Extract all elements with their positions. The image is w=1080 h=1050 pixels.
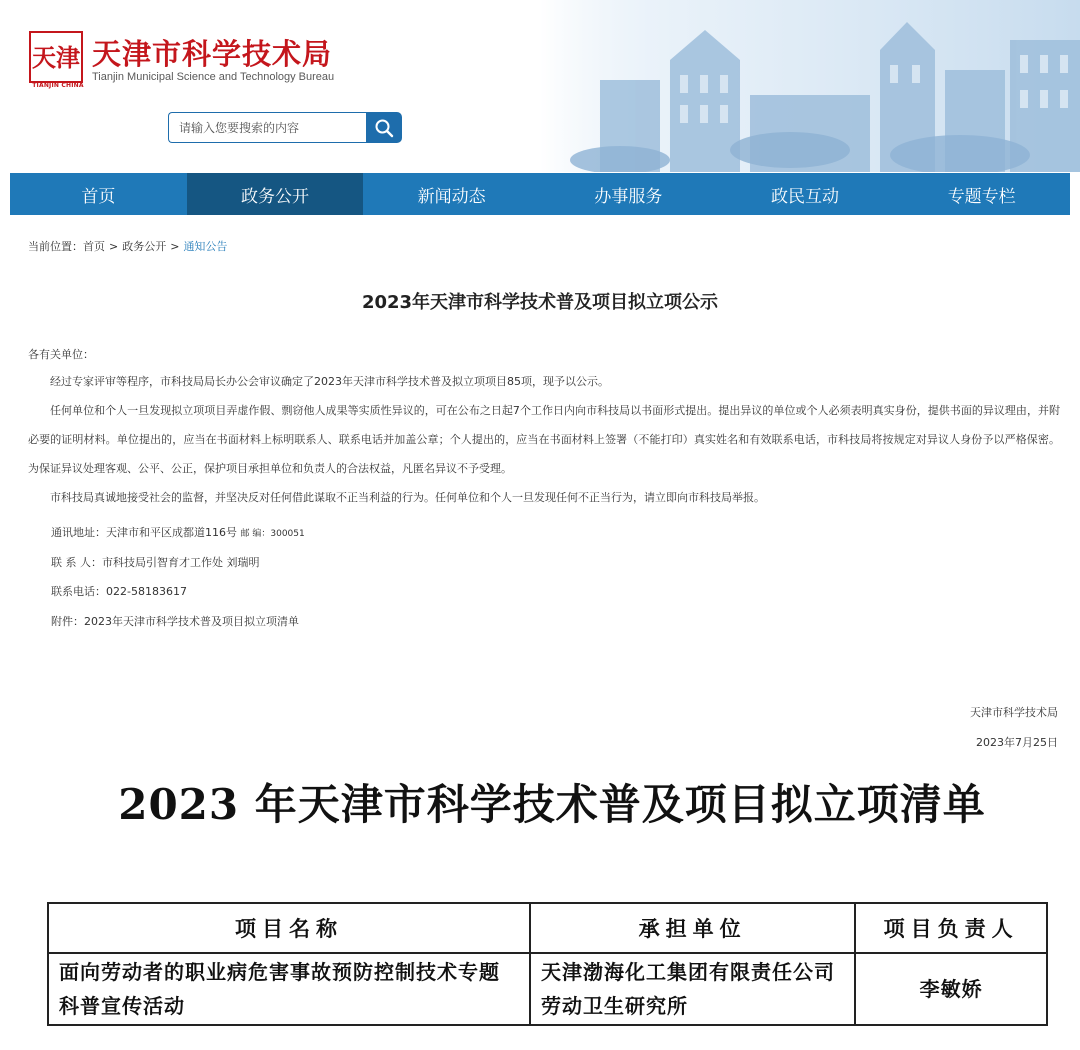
article-paragraph: 任何单位和个人一旦发现拟立项项目弄虚作假、剽窃他人成果等实质性异议的，可在公布之日起7个工作日内向市科技局以书面形式提出。提出异议的单位或个人必须表明真实身份，提供书面的异议理由，并附必要的证明材料。单位提出的，应当在书面材料上标明联系人、联系电话并加盖公章；个人提出的，应当在书面材料上签署（不能打印）真实姓名和有效联系电话，市科技局将按规定对异议人身份予以严格保密。为保证异议处理客观、公平、公正，保护项目承担单位和负责人的合法权益，凡匿名异议不予受理。 (28, 404, 1060, 475)
site-title: 天津市科学技术局 (92, 37, 333, 71)
attachment-link[interactable]: 附件：2023年天津市科学技术普及项目拟立项清单 (51, 615, 299, 628)
contact-address (51, 524, 305, 540)
article-body (28, 367, 1060, 512)
logo-seal-icon (28, 30, 84, 86)
breadcrumb-prefix: 当前位置： (28, 240, 83, 253)
table-row (48, 953, 1047, 1025)
main-nav (10, 173, 1070, 215)
breadcrumb-notices[interactable]: 通知公告 (183, 240, 228, 253)
nav-item-home[interactable]: 首页 (81, 186, 116, 207)
svg-text:天津: 天津 (32, 43, 80, 72)
article-greeting: 各有关单位： (28, 348, 94, 361)
cell-project-name: 面向劳动者的职业病危害事故预防控制技术专题科普宣传活动 (48, 953, 530, 1025)
breadcrumb-government-affairs[interactable]: 政务公开 (122, 240, 167, 253)
cell-undertaking-unit: 天津渤海化工集团有限责任公司劳动卫生研究所 (530, 953, 855, 1025)
breadcrumb-separator: > (109, 240, 119, 253)
site-header (0, 0, 1080, 172)
nav-item-services[interactable]: 办事服务 (594, 186, 663, 207)
cell-project-leader: 李敏娇 (855, 953, 1047, 1025)
contact-person: 联 系 人：市科技局引智育才工作处 刘瑞明 (51, 556, 260, 569)
postcode-text: 邮 编：300051 (240, 529, 305, 539)
site-subtitle: Tianjin Municipal Science and Technology Bureau (92, 71, 335, 83)
article-paragraph: 经过专家评审等程序，市科技局局长办公会审议确定了2023年天津市科学技术普及拟立项项目85项，现予以公示。 (50, 375, 609, 388)
search-input[interactable] (168, 112, 368, 143)
table-header-row (48, 903, 1047, 953)
breadcrumb-separator: > (170, 240, 180, 253)
header-undertaking-unit: 承担单位 (530, 903, 855, 953)
site-logo[interactable] (28, 30, 358, 92)
nav-item-government-affairs[interactable]: 政务公开 (187, 173, 364, 215)
breadcrumb-home[interactable]: 首页 (83, 240, 105, 253)
header-banner-image (540, 0, 1080, 172)
header-project-name: 项目名称 (48, 903, 530, 953)
article-title: 2023年天津市科学技术普及项目拟立项公示 (361, 292, 719, 313)
search-bar (168, 112, 404, 143)
search-button[interactable] (366, 112, 402, 143)
project-list-table (47, 902, 1048, 1026)
nav-item-news[interactable]: 新闻动态 (417, 186, 486, 207)
nav-item-topics[interactable]: 专题专栏 (947, 186, 1016, 207)
signature-date: 2023年7月25日 (976, 736, 1058, 749)
breadcrumb (28, 238, 227, 254)
signature-org: 天津市科学技术局 (970, 706, 1058, 719)
nav-item-interaction[interactable]: 政民互动 (771, 186, 840, 207)
search-icon (374, 118, 394, 138)
article-paragraph: 市科技局真诚地接受社会的监督，并坚决反对任何借此谋取不正当利益的行为。任何单位和个人一旦发现任何不正当行为，请立即向市科技局举报。 (50, 491, 765, 504)
header-project-leader: 项目负责人 (855, 903, 1047, 953)
logo-mark-label: TIANJIN CHINA (32, 82, 84, 89)
contact-phone: 联系电话：022-58183617 (51, 585, 187, 598)
address-text: 通讯地址：天津市和平区成都道116号 (51, 526, 237, 539)
list-title: 2023 年天津市科学技术普及项目拟立项清单 (118, 780, 986, 829)
